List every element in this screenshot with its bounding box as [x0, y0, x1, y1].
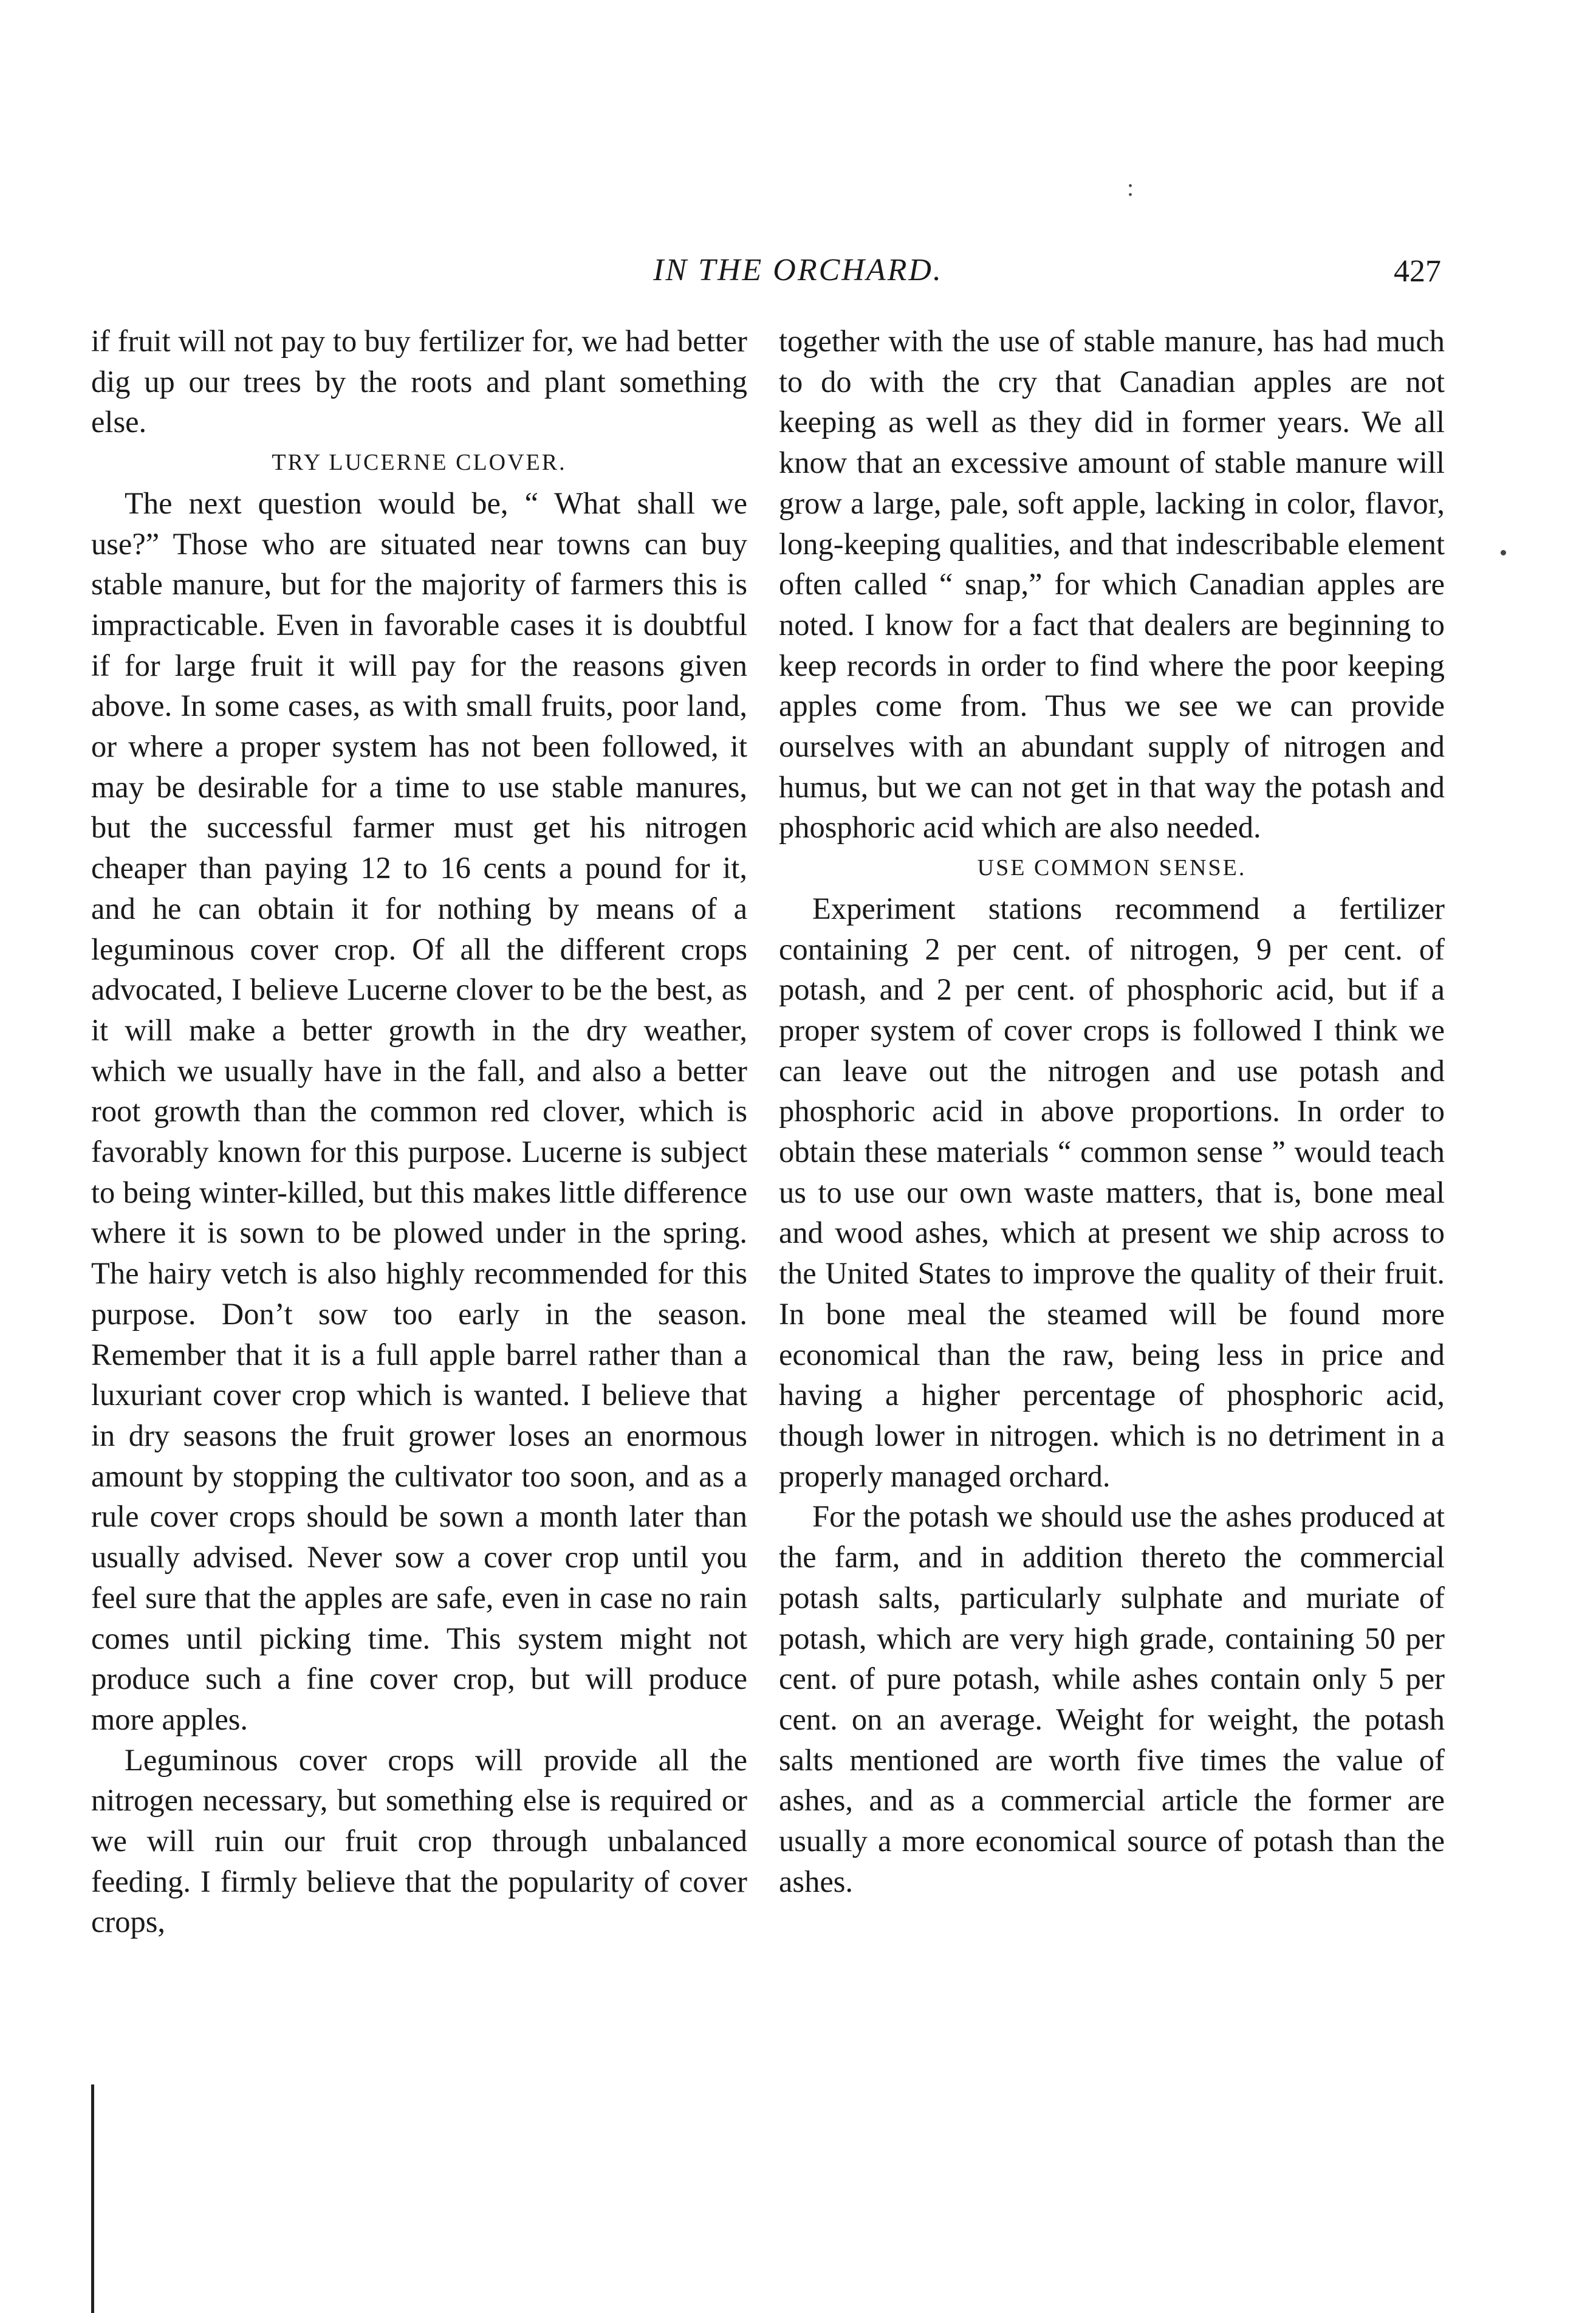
- paragraph: together with the use of stable manure, has had much to do with the cry that Canadian apples are not keeping as well as they did in former years. We all know that an excessive amount of stable manure will grow a large, pale, soft apple, lacking in color, flavor, long-keeping qualities, and that indescribable element often called “ snap,” for which Canadian apples are noted. I know for a fact that dealers are beginning to keep records in order to find where the poor keeping apples come from. Thus we see we can provide ourselves with an abundant supply of nitrogen and humus, but we can not get in that way the potash and phosphoric acid which are also needed.: [779, 324, 1445, 845]
- scan-dot: [1501, 550, 1506, 555]
- paragraph: if fruit will not pay to buy fertilizer for, we had better dig up our trees by the roots and plant something else.: [91, 324, 747, 439]
- paragraph: Leguminous cover crops will provide all the nitrogen necessary, but something else is required or we will ruin our fruit crop through unbalanced feeding. I firmly believe that the popularity of cover crops,: [91, 1742, 747, 1939]
- section-heading: TRY LUCERNE CLOVER.: [272, 450, 567, 476]
- paragraph: Experiment stations recommend a fertilizer containing 2 per cent. of nitrogen, 9 per cent. of potash, and 2 per cent. of phosphoric acid, but if a proper system of cover crops is followed I think we can leave out the nitrogen and use potash and phosphoric acid in above proportions. In order to obtain these materials “ common sense ” would teach us to use our own waste matters, that is, bone meal and wood ashes, which at present we ship across to the United States to improve the quality of their fruit. In bone meal the steamed will be found more economical than the raw, being less in price and having a higher percentage of phosphoric acid, though lower in nitrogen. which is no detriment in a properly managed orchard.: [779, 891, 1445, 1493]
- running-title: IN THE ORCHARD.: [653, 253, 943, 287]
- paragraph: The next question would be, “ What shall we use?” Those who are situated near towns can buy stable manure, but for the majority of farmers this is impracticable. Even in favorable cases it is doubtful if for large fruit it will pay for the reasons given above. In some cases, as with small fruits, poor land, or where a proper system has not been followed, it may be desirable for a time to use stable manures, but the successful farmer must get his nitrogen cheaper than paying 12 to 16 cents a pound for it, and he can obtain it for nothing by means of a leguminous cover crop. Of all the different crops advocated, I believe Lucerne clover to be the best, as it will make a better growth in the dry weather, which we usually have in the fall, and also a better root growth than the common red clover, which is favorably known for this purpose. Lucerne is subject to being winter-killed, but this makes little difference where it is sown to be plowed under in the spring. The hairy vetch is also highly recommended for this purpose. Don’t sow too early in the season. Remember that it is a full apple barrel rather than a luxuriant cover crop which is wanted. I believe that in dry seasons the fruit grower loses an enormous amount by stopping the cultivator too soon, and as a rule cover crops should be sown a month later than usually advised. Never sow a cover crop until you feel sure that the apples are safe, even in case no rain comes until picking time. This system might not produce such a fine cover crop, but will produce more apples.: [91, 486, 747, 1736]
- left-column: [91, 321, 747, 1942]
- running-head: [0, 252, 1596, 295]
- right-column: [779, 321, 1445, 1902]
- paragraph: For the potash we should use the ashes produced at the farm, and in addition thereto the commercial potash salts, particularly sulphate and muriate of potash, which are very high grade, containing 50 per cent. of pure potash, while ashes contain only 5 per cent. on an average. Weight for weight, the potash salts mentioned are worth five times the value of ashes, and as a commercial article the former are usually a more economical source of potash than the ashes.: [779, 1499, 1445, 1899]
- scan-speck: :: [1127, 174, 1134, 201]
- page-number: 427: [1394, 254, 1441, 289]
- scan-edge-line: [91, 2084, 94, 2313]
- section-heading: USE COMMON SENSE.: [977, 855, 1247, 881]
